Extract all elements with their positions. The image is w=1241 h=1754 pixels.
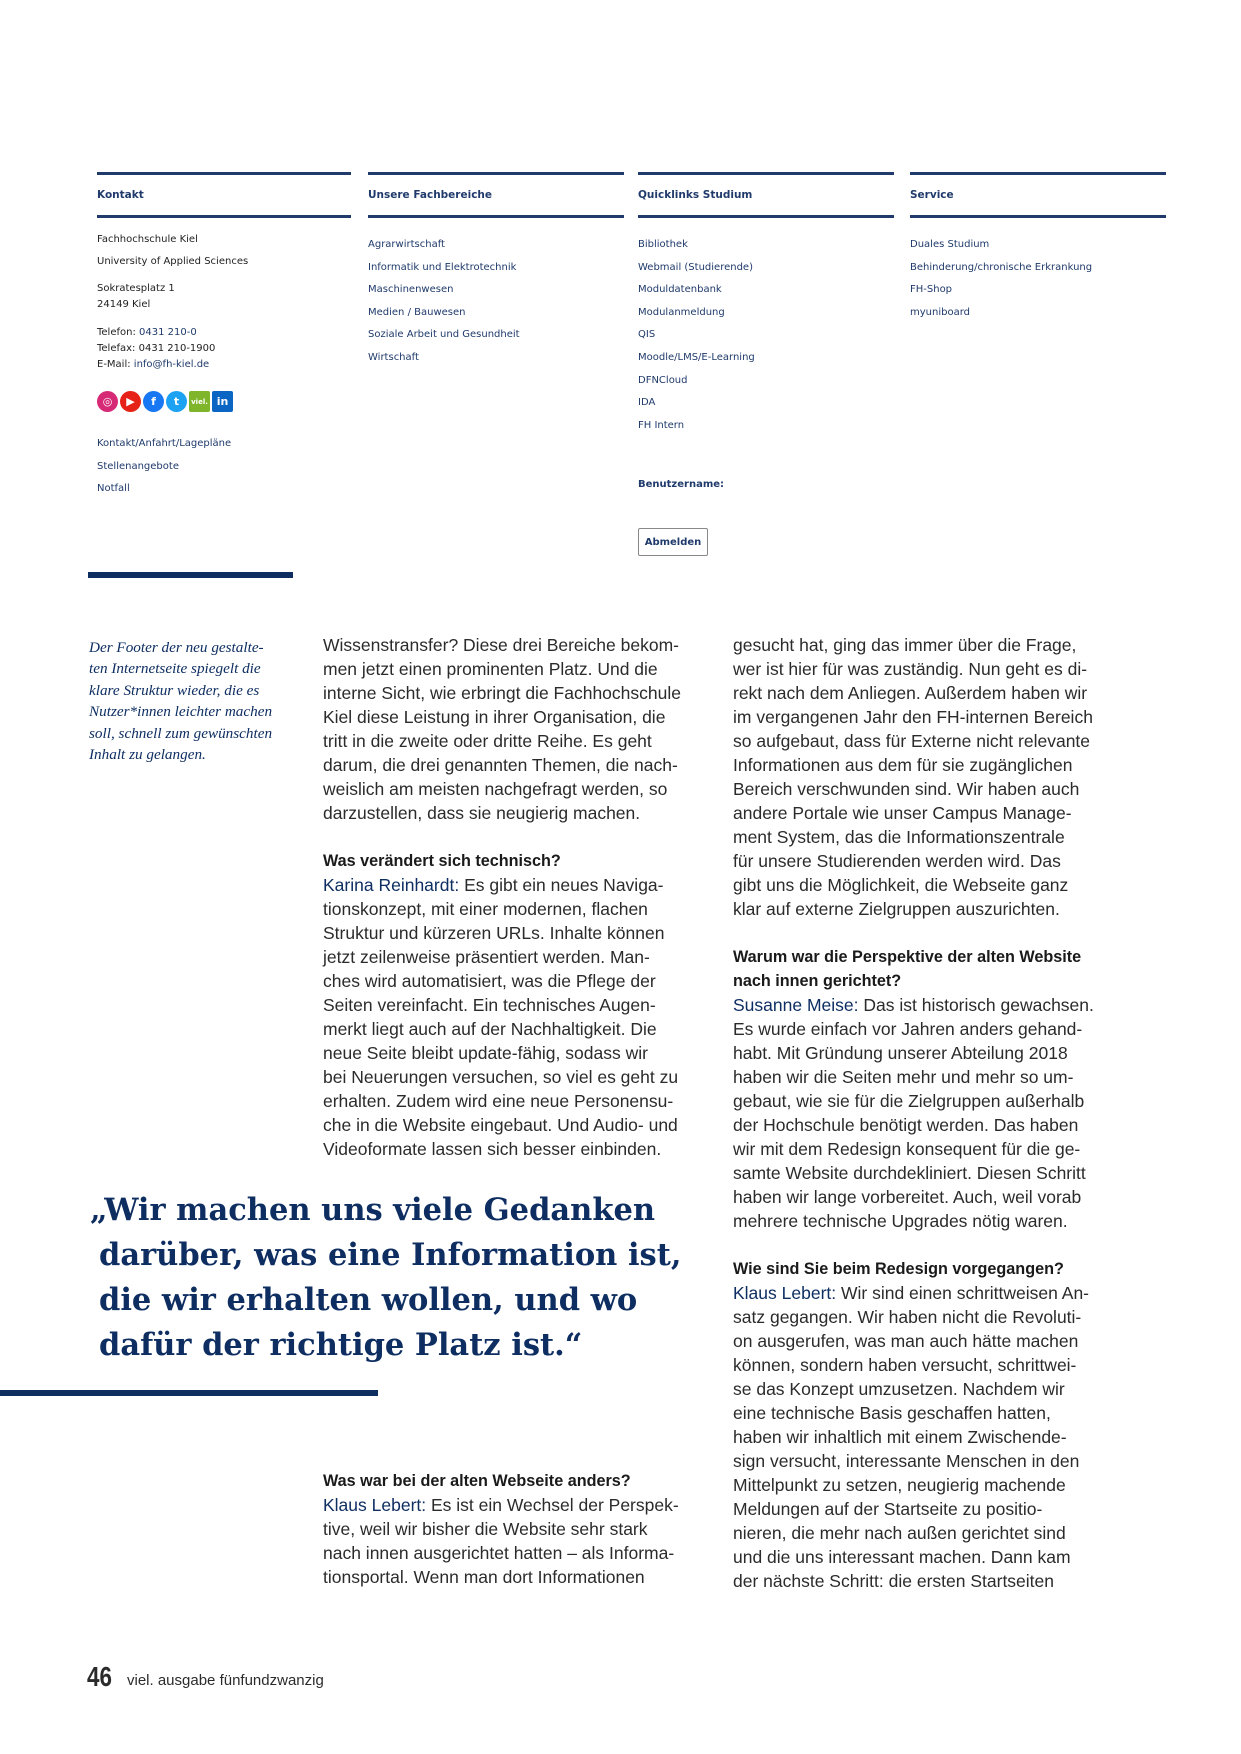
caption-line: ten Internetseite spiegelt die [89, 660, 261, 678]
email-link[interactable]: info@fh-kiel.de [133, 359, 210, 370]
caption-line: Der Footer der neu gestalte- [89, 639, 264, 656]
caption-line: soll, schnell zum gewünschten [89, 724, 273, 742]
youtube-icon[interactable]: ▶ [120, 391, 141, 412]
caption-line: Nutzer*innen leichter machen [89, 703, 273, 721]
quicklinks-list [638, 234, 894, 437]
instagram-icon[interactable]: ◎ [97, 391, 118, 412]
page-footer [87, 1653, 324, 1693]
phone-label: Telefon: [97, 327, 140, 338]
image-caption [89, 637, 289, 765]
fachbereich-link[interactable]: Medien / Bauwesen [368, 306, 466, 318]
interview-question: Was war bei der alten Webseite anders? [323, 1472, 631, 1490]
fachbereiche-list [368, 234, 624, 370]
quicklink[interactable]: Moodle/LMS/E-Learning [638, 351, 755, 363]
paragraph-continued: gesucht hat, ging das immer über die Frage, wer ist hier für was zuständig. Nun geht es di- rekt nach dem Anliegen. Außerdem haben wir im vergangenen Jahr den FH-internen Bereich so aufgebaut, dass für Externe nicht relevante Informationen aus dem für sie zugänglichen Bereich verschwunden sind. Wir haben auch andere Portale wie unser Campus Manage- ment System, das die Informationszentrale für unsere Studierenden werden wird. Das gibt uns die Möglichkeit, die Webseite ganz klar auf externe Zielgruppen auszurichten. [733, 635, 1093, 919]
kontakt-line: University of Applied Sciences [97, 256, 249, 267]
column-heading: Unsere Fachbereiche [368, 175, 624, 218]
fachbereich-link[interactable]: Maschinenwesen [368, 284, 454, 296]
logout-button[interactable]: Abmelden [638, 528, 708, 556]
footer-link[interactable]: Kontakt/Anfahrt/Lagepläne [97, 438, 232, 449]
fachbereich-link[interactable]: Soziale Arbeit und Gesundheit [368, 329, 520, 341]
caption-line: Inhalt zu gelangen. [89, 746, 206, 764]
email-label: E-Mail: [97, 359, 134, 370]
facebook-icon[interactable]: f [143, 391, 164, 412]
service-link[interactable]: Duales Studium [910, 239, 990, 250]
address-street: Sokratesplatz 1 [97, 283, 175, 294]
kontakt-email [97, 357, 215, 373]
column-heading: Kontakt [97, 175, 351, 218]
interview-answer: Susanne Meise: Das ist historisch gewachsen. Es wurde einfach vor Jahren anders gehand- habt. Mit Gründung unserer Abteilung 2018 haben wir die Seiten mehr und mehr so um- gebaut, wie sie für die Zielgruppen außerhalb der Hochschule benötigt werden. Das haben wir mit dem Redesign konsequent für die ge- samte Website durchdekliniert. Diesen Schritt haben wir lange vorbereitet. Auch, weil vorab mehrere technische Upgrades nötig waren. [733, 995, 1094, 1231]
service-list [910, 234, 1166, 324]
kontakt-links [97, 433, 347, 501]
article-column-1-top [323, 633, 703, 1161]
username-label: Benutzername: [638, 479, 725, 490]
interview-answer: Klaus Lebert: Es ist ein Wechsel der Perspek- tive, weil wir bisher die Website sehr stark nach innen ausgerichtet hatten – als Informa- tionsportal. Wenn man dort Informationen [323, 1495, 679, 1587]
twitter-icon[interactable]: t [166, 391, 187, 412]
speaker-name: Klaus Lebert: [733, 1283, 837, 1303]
quicklink[interactable]: Moduldatenbank [638, 284, 722, 296]
kontakt-address [97, 281, 175, 313]
kontakt-line: Fachhochschule Kiel [97, 234, 198, 245]
fachbereich-link[interactable]: Wirtschaft [368, 351, 419, 363]
service-link[interactable]: myuniboard [910, 306, 970, 318]
footer-column-service [910, 172, 1166, 324]
social-icons [97, 391, 233, 412]
fachbereich-link[interactable]: Agrarwirtschaft [368, 239, 445, 250]
column-heading: Quicklinks Studium [638, 175, 894, 218]
footer-link[interactable]: Notfall [97, 483, 130, 495]
interview-answer: Karina Reinhardt: Es gibt ein neues Naviga- tionskonzept, mit einer modernen, flachen Struktur und kürzeren URLs. Inhalte können jetzt zeilenweise präsentiert werden. Man- ches wird automatisiert, was die Pflege der Seiten vereinfacht. Ein technisches Augen- merkt liegt auch auf der Nachhaltigkeit. Die neue Seite bleibt update-fähig, sodass wir bei Neuerungen versuchen, so viel es geht zu erhalten. Zudem wird eine neue Personensu- che in die Website eingebaut. Und Audio- und Videoformate lassen sich besser einbinden. [323, 875, 679, 1159]
interview-question: Wie sind Sie beim Redesign vorgegangen? [733, 1260, 1064, 1278]
speaker-name: Karina Reinhardt: [323, 875, 460, 895]
quote-line: darüber, was eine Information ist, [99, 1237, 682, 1273]
interview-question: Was verändert sich technisch? [323, 852, 561, 870]
quicklink[interactable]: Webmail (Studierende) [638, 261, 753, 273]
kontakt-institution [97, 232, 248, 270]
quicklink[interactable]: FH Intern [638, 419, 685, 431]
pull-quote [90, 1188, 700, 1368]
magazine-title: viel. ausgabe fünfundzwanzig [127, 1672, 324, 1689]
kontakt-fax: Telefax: 0431 210-1900 [97, 343, 216, 354]
quicklink[interactable]: Modulanmeldung [638, 306, 725, 318]
kontakt-phone-block [97, 325, 215, 373]
footer-column-kontakt [97, 172, 351, 218]
footer-column-quicklinks [638, 172, 894, 437]
quicklink[interactable]: QIS [638, 329, 656, 341]
article-column-1-bottom [323, 1469, 703, 1589]
quote-rule [0, 1390, 378, 1396]
footer-column-fachbereiche [368, 172, 624, 370]
kontakt-phone [97, 325, 215, 341]
quicklink[interactable]: DFNCloud [638, 374, 688, 386]
linkedin-icon[interactable]: in [212, 391, 233, 412]
caption-rule [88, 572, 293, 578]
quote-line: „Wir machen uns viele Gedanken [90, 1192, 656, 1228]
quote-line: dafür der richtige Platz ist.“ [99, 1327, 583, 1363]
paragraph-intro: Wissenstransfer? Diese drei Bereiche bekom- men jetzt einen prominenten Platz. Und die interne Sicht, wie erbringt die Fachhochschule Kiel diese Leistung in ihrer Organisation, die tritt in die zweite oder dritte Reihe. Es geht darum, die drei genannten Themen, die nach- weislich am meisten nachgefragt werden, so darzustellen, dass sie neugierig machen. [323, 635, 681, 823]
column-heading: Service [910, 175, 1166, 218]
footer-link[interactable]: Stellenangebote [97, 460, 179, 472]
service-link[interactable]: FH-Shop [910, 284, 953, 296]
quote-line: die wir erhalten wollen, und wo [99, 1282, 638, 1318]
interview-answer: Klaus Lebert: Wir sind einen schrittweisen An- satz gegangen. Wir haben nicht die Revoluti- on ausgerufen, was man auch hätte machen können, sondern haben versucht, schrittwei- se das Konzept umzusetzen. Nachdem wir eine technische Basis geschaffen hatten, haben wir inhaltlich mit einem Zwischende- sign versucht, interessante Menschen in den Mittelpunkt zu setzen, neugierig machende Meldungen auf der Startseite zu positio- nieren, die mehr nach außen gerichtet sind und die uns interessant machen. Dann kam der nächste Schritt: die ersten Startseiten [733, 1283, 1090, 1591]
phone-link[interactable]: 0431 210-0 [139, 327, 197, 338]
fachbereich-link[interactable]: Informatik und Elektrotechnik [368, 261, 517, 273]
page-number: 46 [87, 1661, 112, 1692]
address-city: 24149 Kiel [97, 299, 151, 310]
article-column-2 [733, 633, 1128, 1593]
quicklink[interactable]: IDA [638, 397, 656, 409]
speaker-name: Susanne Meise: [733, 995, 859, 1015]
service-link[interactable]: Behinderung/chronische Erkrankung [910, 261, 1093, 273]
viel-icon[interactable]: viel. [189, 391, 210, 412]
website-footer-screenshot [0, 0, 1241, 570]
quicklink[interactable]: Bibliothek [638, 239, 688, 250]
caption-line: klare Struktur wieder, die es [89, 681, 260, 699]
interview-question: Warum war die Perspektive der alten Website nach innen gerichtet? [733, 948, 1082, 990]
speaker-name: Klaus Lebert: [323, 1495, 427, 1515]
